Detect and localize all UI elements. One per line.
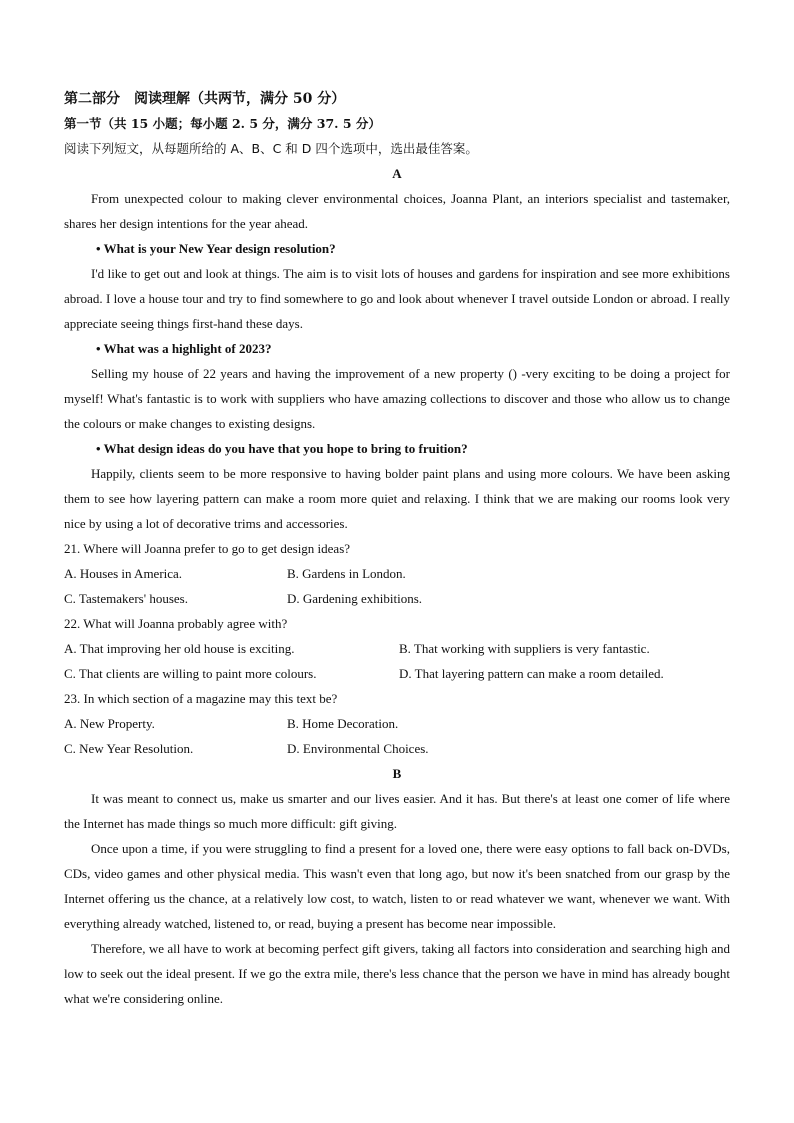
question-23-option-a: A. New Property. bbox=[64, 716, 155, 731]
question-23-option-d: D. Environmental Choices. bbox=[287, 741, 429, 756]
question-22-options-row-2 bbox=[64, 661, 730, 686]
passage-a-letter: A bbox=[392, 166, 402, 181]
question-21-option-b: B. Gardens in London. bbox=[287, 566, 406, 581]
passage-b-paragraph-1: It was meant to connect us, make us smarter and our lives easier. And it has. But there's at least one comer of life where the Internet has made things so much more difficult: gift giving. bbox=[64, 791, 730, 831]
interview-question-2: • What was a highlight of 2023? bbox=[96, 341, 272, 356]
interview-question-3: • What design ideas do you have that you hope to bring to fruition? bbox=[96, 441, 468, 456]
section-title: 第一节（共 15 小题；每小题 2. 5 分，满分 37. 5 分） bbox=[64, 116, 381, 131]
instructions: 阅读下列短文，从每题所给的 A、B、C 和 D 四个选项中，选出最佳答案。 bbox=[64, 141, 478, 156]
question-21-options-row-2 bbox=[64, 586, 730, 611]
question-23-option-c: C. New Year Resolution. bbox=[64, 741, 194, 756]
passage-b-letter: B bbox=[392, 766, 402, 781]
question-23-stem: 23. In which section of a magazine may this text be? bbox=[64, 691, 338, 706]
question-22-option-c: C. That clients are willing to paint more colours. bbox=[64, 666, 317, 681]
passage-b-paragraph-3: Therefore, we all have to work at becoming perfect gift givers, taking all factors into consideration and searching high and low to seek out the ideal present. If we go the extra mile, there's less chance that the person we have in mind has already bought what we're considering online. bbox=[64, 941, 730, 1006]
question-22-options-row-1 bbox=[64, 636, 730, 661]
question-22-option-a: A. That improving her old house is exciting. bbox=[64, 641, 295, 656]
interview-answer-1: I'd like to get out and look at things. The aim is to visit lots of houses and gardens for inspiration and see more exhibitions abroad. I love a house tour and try to find somewhere to go and look about whenever I travel outside London or abroad. I really appreciate seeing things first-hand these days. bbox=[64, 266, 730, 331]
question-21-option-d: D. Gardening exhibitions. bbox=[287, 591, 423, 606]
exam-page bbox=[64, 86, 730, 1011]
passage-a-intro: From unexpected colour to making clever environmental choices, Joanna Plant, an interiors specialist and tastemaker, shares her design intentions for the year ahead. bbox=[64, 191, 730, 231]
question-22-option-b: B. That working with suppliers is very fantastic. bbox=[399, 641, 650, 656]
interview-answer-3: Happily, clients seem to be more responsive to having bolder paint plans and using more colours. We have been asking them to see how layering pattern can make a room more quiet and relaxing. I think that we are making our rooms look very nice by using a lot of decorative trims and accessories. bbox=[64, 466, 730, 531]
interview-answer-2: Selling my house of 22 years and having the improvement of a new property () -very exciting to be doing a project for myself! What's fantastic is to work with suppliers who have amazing collections to discover and those who allow us to change the colours or make changes to existing designs. bbox=[64, 366, 730, 431]
question-23-options-row-2 bbox=[64, 736, 730, 761]
passage-b-paragraph-2: Once upon a time, if you were struggling to find a present for a loved one, there were easy options to fall back on-DVDs, CDs, video games and other physical media. This wasn't even that long ago, but now it's been snatched from our grasp by the Internet offering us the chance, at a relatively low cost, to watch, listen to or read whatever we want, whenever we want. With everything already watched, listened to, or read, buying a present has become near impossible. bbox=[64, 841, 730, 931]
question-21-stem: 21. Where will Joanna prefer to go to get design ideas? bbox=[64, 541, 351, 556]
question-23-options-row-1 bbox=[64, 711, 730, 736]
question-21-options-row-1 bbox=[64, 561, 730, 586]
interview-question-1: • What is your New Year design resolution? bbox=[96, 241, 336, 256]
question-21-option-c: C. Tastemakers' houses. bbox=[64, 591, 188, 606]
question-21-option-a: A. Houses in America. bbox=[64, 566, 183, 581]
question-23-option-b: B. Home Decoration. bbox=[287, 716, 399, 731]
part-title: 第二部分 阅读理解（共两节，满分 50 分） bbox=[64, 91, 346, 107]
question-22-option-d: D. That layering pattern can make a room detailed. bbox=[399, 666, 664, 681]
question-22-stem: 22. What will Joanna probably agree with? bbox=[64, 616, 288, 631]
